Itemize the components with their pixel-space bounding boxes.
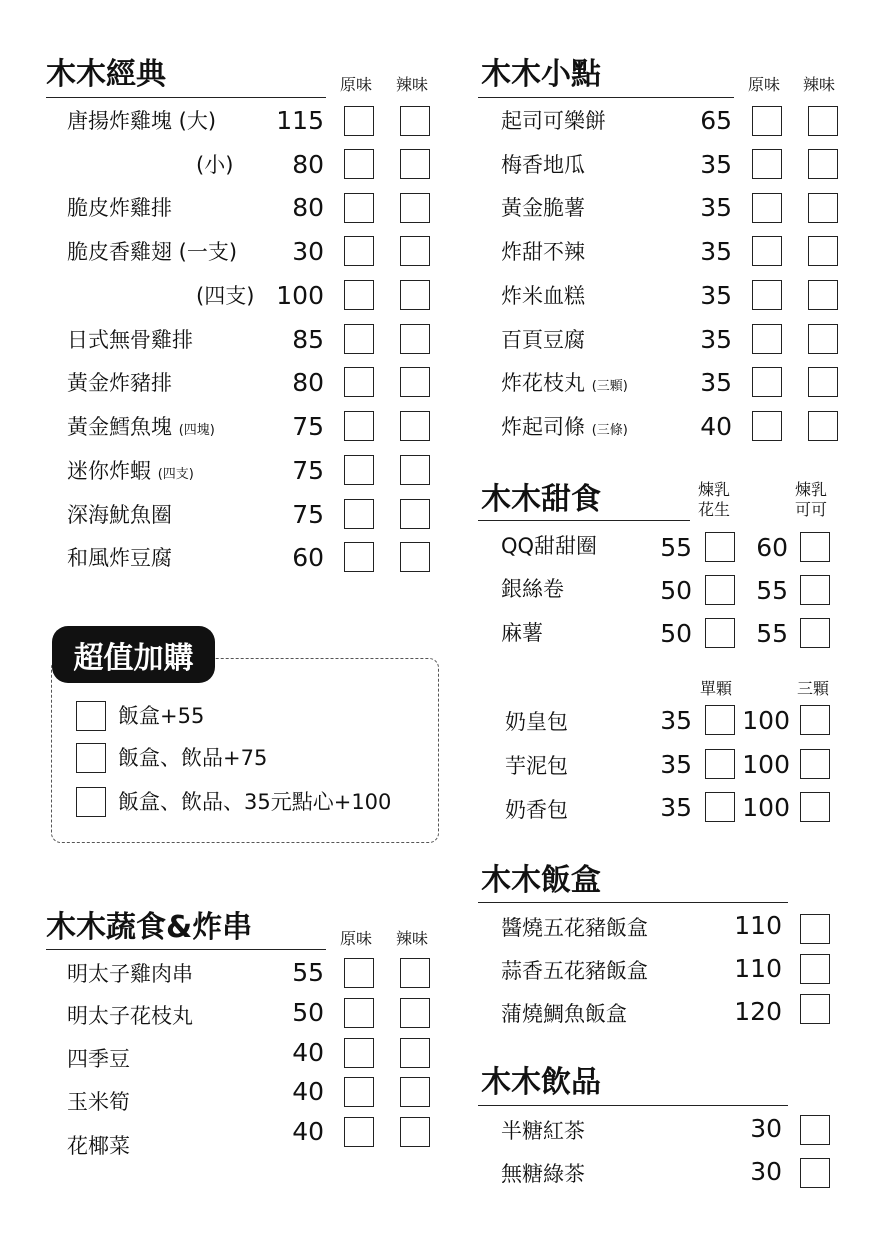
bun-single-checkbox[interactable]	[705, 705, 735, 735]
drinks-item-name: 無糖綠茶	[501, 1162, 585, 1186]
classic-spicy-checkbox[interactable]	[400, 367, 430, 397]
classic-col-spicy: 辣味	[396, 75, 429, 94]
classic-item-price: 30	[292, 237, 324, 266]
snack-item-price: 35	[700, 281, 732, 310]
bento-item-name: 醬燒五花豬飯盒	[501, 916, 648, 940]
classic-original-checkbox[interactable]	[344, 106, 374, 136]
snack-item-name: 黃金脆薯	[501, 196, 585, 220]
classic-item-price: 80	[292, 368, 324, 397]
veg-original-checkbox[interactable]	[344, 1117, 374, 1147]
classic-original-checkbox[interactable]	[344, 499, 374, 529]
bun-triple-checkbox[interactable]	[800, 749, 830, 779]
bento-underline	[478, 902, 788, 903]
drinks-item-price: 30	[750, 1114, 782, 1143]
classic-item-name	[67, 461, 194, 482]
dessert-price-2: 60	[756, 533, 788, 562]
classic-item-name	[67, 417, 215, 438]
bento-item-name: 蒜香五花豬飯盒	[501, 959, 648, 983]
snack-item-price: 40	[700, 412, 732, 441]
classic-col-original: 原味	[340, 75, 373, 94]
addon-checkbox[interactable]	[76, 743, 106, 773]
classic-item-price: 85	[292, 325, 324, 354]
addon-option: 飯盒、飲品+75	[118, 746, 268, 770]
classic-item-name: 和風炸豆腐	[67, 546, 172, 570]
classic-item-price: 60	[292, 543, 324, 572]
snack-item-price: 35	[700, 237, 732, 266]
veg-item-price: 55	[292, 958, 324, 987]
bento-checkbox[interactable]	[800, 954, 830, 984]
item-name-text: 迷你炸蝦	[67, 459, 151, 483]
snack-spicy-checkbox[interactable]	[808, 106, 838, 136]
classic-spicy-checkbox[interactable]	[400, 411, 430, 441]
dessert-checkbox-2[interactable]	[800, 532, 830, 562]
veg-original-checkbox[interactable]	[344, 1038, 374, 1068]
veg-item-name: 明太子花枝丸	[67, 1004, 193, 1028]
snack-item-price: 35	[700, 193, 732, 222]
snack-item-name	[501, 417, 628, 438]
classic-item-name: (小)	[196, 153, 234, 177]
classic-title: 木木經典	[46, 57, 166, 92]
snack-item-price: 35	[700, 150, 732, 179]
bun-price-single: 35	[660, 706, 692, 735]
snack-original-checkbox[interactable]	[752, 411, 782, 441]
snack-title: 木木小點	[481, 57, 601, 92]
snack-original-checkbox[interactable]	[752, 324, 782, 354]
veg-spicy-checkbox[interactable]	[400, 958, 430, 988]
veg-original-checkbox[interactable]	[344, 958, 374, 988]
bento-title: 木木飯盒	[481, 863, 601, 898]
snack-item-name: 起司可樂餅	[501, 109, 606, 133]
bun-col-triple: 三顆	[797, 679, 830, 698]
dessert-checkbox-2[interactable]	[800, 618, 830, 648]
snack-original-checkbox[interactable]	[752, 106, 782, 136]
classic-spicy-checkbox[interactable]	[400, 193, 430, 223]
snack-item-name: 炸甜不辣	[501, 240, 585, 264]
classic-item-name: 脆皮炸雞排	[67, 196, 172, 220]
bun-single-checkbox[interactable]	[705, 792, 735, 822]
addon-option: 飯盒+55	[118, 704, 205, 728]
veg-original-checkbox[interactable]	[344, 1077, 374, 1107]
classic-spicy-checkbox[interactable]	[400, 106, 430, 136]
classic-spicy-checkbox[interactable]	[400, 499, 430, 529]
drinks-item-price: 30	[750, 1157, 782, 1186]
dessert-price-2: 55	[756, 576, 788, 605]
veg-spicy-checkbox[interactable]	[400, 998, 430, 1028]
classic-underline	[46, 97, 326, 98]
bun-col-single: 單顆	[700, 679, 733, 698]
classic-original-checkbox[interactable]	[344, 236, 374, 266]
snack-item-price: 65	[700, 106, 732, 135]
bun-price-single: 35	[660, 750, 692, 779]
bento-item-price: 110	[734, 954, 782, 983]
bento-checkbox[interactable]	[800, 914, 830, 944]
snack-item-name: 百頁豆腐	[501, 328, 585, 352]
bun-price-triple: 100	[742, 793, 790, 822]
classic-original-checkbox[interactable]	[344, 455, 374, 485]
classic-spicy-checkbox[interactable]	[400, 455, 430, 485]
item-note: (三顆)	[591, 379, 628, 394]
snack-underline	[478, 97, 734, 98]
veg-item-name: 四季豆	[67, 1047, 130, 1071]
veg-spicy-checkbox[interactable]	[400, 1038, 430, 1068]
dessert-price-1: 55	[660, 533, 692, 562]
bento-checkbox[interactable]	[800, 994, 830, 1024]
veg-item-name: 玉米筍	[67, 1090, 130, 1114]
snack-item-price: 35	[700, 368, 732, 397]
drinks-title: 木木飲品	[481, 1065, 601, 1100]
addon-checkbox[interactable]	[76, 701, 106, 731]
stack-line: 花生	[698, 500, 731, 519]
snack-spicy-checkbox[interactable]	[808, 193, 838, 223]
classic-original-checkbox[interactable]	[344, 193, 374, 223]
bun-single-checkbox[interactable]	[705, 749, 735, 779]
classic-item-price: 80	[292, 193, 324, 222]
classic-spicy-checkbox[interactable]	[400, 280, 430, 310]
snack-spicy-checkbox[interactable]	[808, 149, 838, 179]
dessert-price-2: 55	[756, 619, 788, 648]
classic-item-price: 75	[292, 500, 324, 529]
classic-original-checkbox[interactable]	[344, 411, 374, 441]
classic-original-checkbox[interactable]	[344, 367, 374, 397]
snack-spicy-checkbox[interactable]	[808, 411, 838, 441]
classic-item-name: 日式無骨雞排	[67, 328, 193, 352]
veg-title: 木木蔬食&炸串	[46, 910, 253, 945]
snack-original-checkbox[interactable]	[752, 367, 782, 397]
dessert-item-name: QQ甜甜圈	[501, 534, 598, 558]
classic-item-price: 80	[292, 150, 324, 179]
drinks-checkbox[interactable]	[800, 1115, 830, 1145]
snack-item-name: 梅香地瓜	[501, 153, 585, 177]
classic-item-price: 75	[292, 456, 324, 485]
drinks-checkbox[interactable]	[800, 1158, 830, 1188]
classic-item-name: 唐揚炸雞塊 (大)	[67, 109, 217, 133]
veg-item-price: 40	[292, 1077, 324, 1106]
bun-item-name: 奶香包	[505, 798, 568, 822]
bun-item-name: 奶皇包	[505, 710, 568, 734]
dessert-underline	[478, 520, 690, 521]
bento-item-price: 110	[734, 911, 782, 940]
item-name-text: 炸花枝丸	[501, 371, 585, 395]
classic-item-price: 115	[276, 106, 324, 135]
snack-item-price: 35	[700, 325, 732, 354]
classic-spicy-checkbox[interactable]	[400, 149, 430, 179]
snack-item-name: 炸米血糕	[501, 284, 585, 308]
snack-original-checkbox[interactable]	[752, 149, 782, 179]
bun-price-triple: 100	[742, 750, 790, 779]
classic-item-name: 脆皮香雞翅 (一支)	[67, 240, 238, 264]
veg-spicy-checkbox[interactable]	[400, 1117, 430, 1147]
veg-col-original: 原味	[340, 929, 373, 948]
veg-item-price: 40	[292, 1117, 324, 1146]
dessert-col-condensed-cocoa	[795, 480, 827, 520]
item-note: (三條)	[591, 423, 628, 438]
classic-original-checkbox[interactable]	[344, 280, 374, 310]
snack-col-spicy: 辣味	[803, 75, 836, 94]
item-note: (四塊)	[178, 423, 215, 438]
addon-option: 飯盒、飲品、35元點心+100	[118, 790, 392, 814]
item-note: (四支)	[157, 467, 194, 482]
addon-checkbox[interactable]	[76, 787, 106, 817]
snack-original-checkbox[interactable]	[752, 280, 782, 310]
classic-spicy-checkbox[interactable]	[400, 542, 430, 572]
bento-item-price: 120	[734, 997, 782, 1026]
classic-spicy-checkbox[interactable]	[400, 324, 430, 354]
dessert-item-name: 麻薯	[501, 621, 543, 645]
dessert-item-name: 銀絲卷	[501, 577, 564, 601]
snack-item-name	[501, 373, 628, 394]
dessert-checkbox-1[interactable]	[705, 532, 735, 562]
bun-triple-checkbox[interactable]	[800, 792, 830, 822]
classic-item-name: 深海魷魚圈	[67, 503, 172, 527]
snack-spicy-checkbox[interactable]	[808, 236, 838, 266]
drinks-underline	[478, 1105, 788, 1106]
veg-item-price: 40	[292, 1038, 324, 1067]
classic-item-name: (四支)	[196, 284, 255, 308]
dessert-checkbox-2[interactable]	[800, 575, 830, 605]
dessert-price-1: 50	[660, 576, 692, 605]
bun-price-single: 35	[660, 793, 692, 822]
classic-item-price: 100	[276, 281, 324, 310]
bun-triple-checkbox[interactable]	[800, 705, 830, 735]
dessert-price-1: 50	[660, 619, 692, 648]
snack-original-checkbox[interactable]	[752, 193, 782, 223]
snack-original-checkbox[interactable]	[752, 236, 782, 266]
dessert-checkbox-1[interactable]	[705, 618, 735, 648]
snack-spicy-checkbox[interactable]	[808, 280, 838, 310]
classic-item-price: 75	[292, 412, 324, 441]
item-name-text: 黃金鱈魚塊	[67, 415, 172, 439]
bento-item-name: 蒲燒鯛魚飯盒	[501, 1002, 627, 1026]
veg-original-checkbox[interactable]	[344, 998, 374, 1028]
veg-spicy-checkbox[interactable]	[400, 1077, 430, 1107]
addon-title: 超值加購	[52, 626, 215, 683]
veg-col-spicy: 辣味	[396, 929, 429, 948]
drinks-item-name: 半糖紅茶	[501, 1119, 585, 1143]
snack-spicy-checkbox[interactable]	[808, 324, 838, 354]
stack-line: 可可	[795, 500, 828, 519]
bun-price-triple: 100	[742, 706, 790, 735]
dessert-col-condensed-peanut	[698, 480, 730, 520]
item-name-text: 炸起司條	[501, 415, 585, 439]
classic-original-checkbox[interactable]	[344, 324, 374, 354]
veg-item-name: 明太子雞肉串	[67, 962, 193, 986]
classic-spicy-checkbox[interactable]	[400, 236, 430, 266]
dessert-checkbox-1[interactable]	[705, 575, 735, 605]
veg-underline	[46, 949, 326, 950]
veg-item-name: 花椰菜	[67, 1134, 130, 1158]
stack-line: 煉乳	[698, 480, 731, 499]
snack-col-original: 原味	[748, 75, 781, 94]
veg-item-price: 50	[292, 998, 324, 1027]
classic-item-name: 黃金炸豬排	[67, 371, 172, 395]
snack-spicy-checkbox[interactable]	[808, 367, 838, 397]
stack-line: 煉乳	[795, 480, 828, 499]
classic-original-checkbox[interactable]	[344, 542, 374, 572]
classic-original-checkbox[interactable]	[344, 149, 374, 179]
dessert-title: 木木甜食	[481, 482, 601, 517]
bun-item-name: 芋泥包	[505, 754, 568, 778]
